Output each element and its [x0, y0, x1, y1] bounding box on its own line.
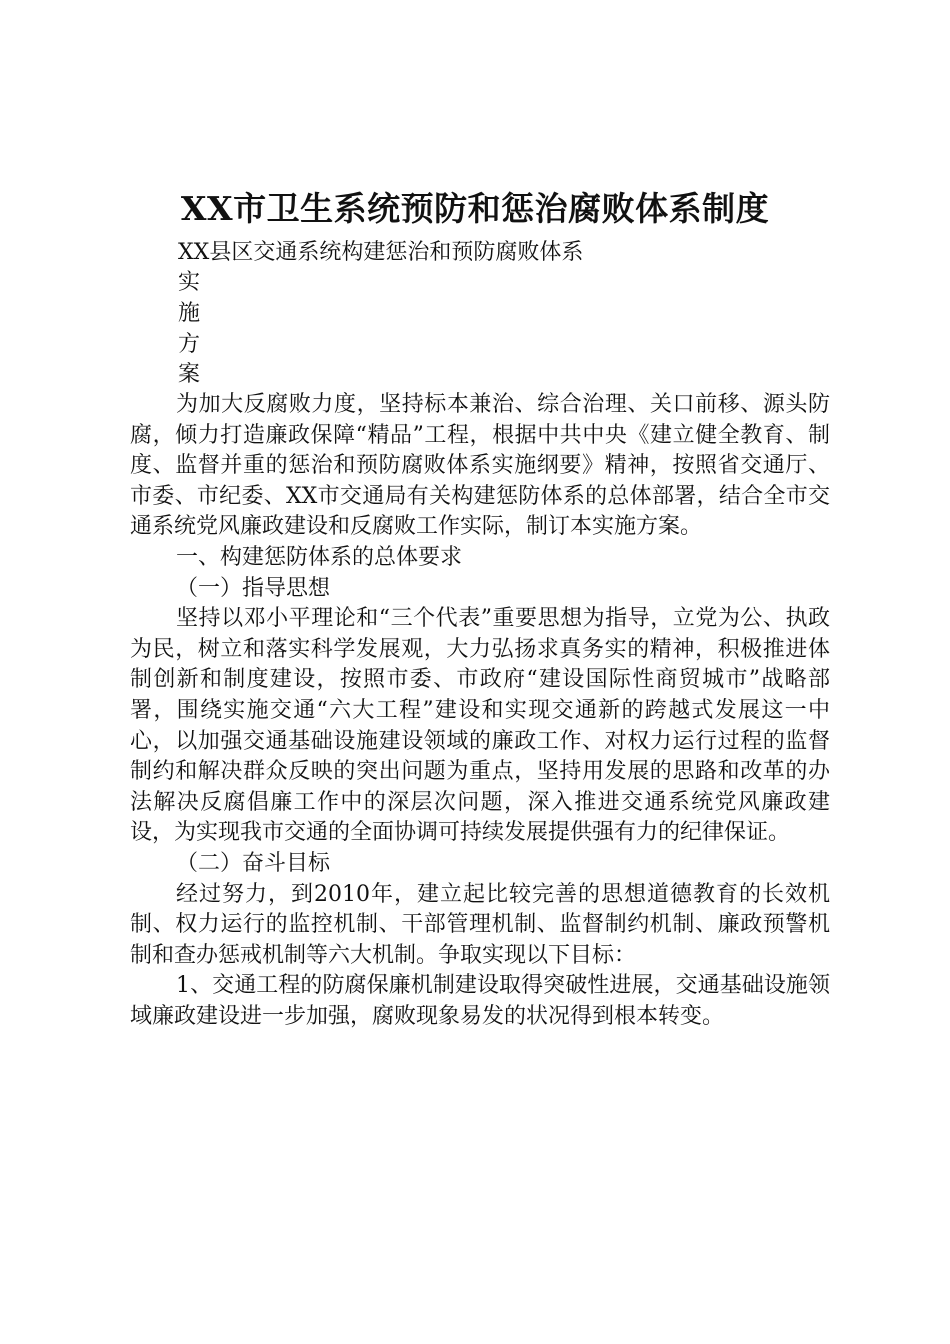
section-heading: 一、构建惩防体系的总体要求 — [176, 544, 463, 570]
guiding-thought-paragraph: 坚持以邓小平理论和“三个代表”重要思想为指导，立党为公、执政为民，树立和落实科学发展观，大力弘扬求真务实的精神，积极推进体制创新和制度建设，按照市委、市政府“建设国际性商贸城市”战略部署，围绕实施交通“六大工程”建设和实现交通新的跨越式发展这一中心，以加强交通基础设施建设领域的廉政工作、对权力运行过程的监督制约和解决群众反映的突出问题为重点，坚持用发展的思路和改革的办法解决反腐倡廉工作中的深层次问题，深入推进交通系统党风廉政建设，为实现我市交通的全面协调可持续发展提供强有力的纪律保证。 — [130, 606, 830, 846]
goal-paragraph: 经过努力，到2010年，建立起比较完善的思想道德教育的长效机制、权力运行的监控机制、干部管理机制、监督制约机制、廉政预警机制和查办惩戒机制等六大机制。争取实现以下目标： — [130, 881, 830, 968]
subtitle-vertical-char: 方 — [178, 332, 201, 357]
subsection-heading: （一）指导思想 — [176, 575, 331, 601]
subtitle-vertical-char: 施 — [178, 301, 201, 326]
subsection-heading: （二）奋斗目标 — [176, 850, 331, 876]
goal-item-paragraph: 1、交通工程的防腐保廉机制建设取得突破性进展，交通基础设施领域廉政建设进一步加强，腐败现象易发的状况得到根本转变。 — [130, 973, 830, 1029]
intro-paragraph: 为加大反腐败力度，坚持标本兼治、综合治理、关口前移、源头防腐，倾力打造廉政保障“精品”工程，根据中共中央《建立健全教育、制度、监督并重的惩治和预防腐败体系实施纲要》精神，按照省交通厅、市委、市纪委、XX市交通局有关构建惩防体系的总体部署，结合全市交通系统党风廉政建设和反腐败工作实际，制订本实施方案。 — [130, 392, 830, 540]
subtitle-line: XX县区交通系统构建惩治和预防腐败体系 — [178, 240, 584, 265]
document-body — [130, 390, 830, 1032]
subtitle-vertical-char: 案 — [178, 362, 201, 387]
document-title: XX市卫生系统预防和惩治腐败体系制度 — [180, 189, 770, 228]
subtitle-vertical-char: 实 — [178, 270, 201, 295]
